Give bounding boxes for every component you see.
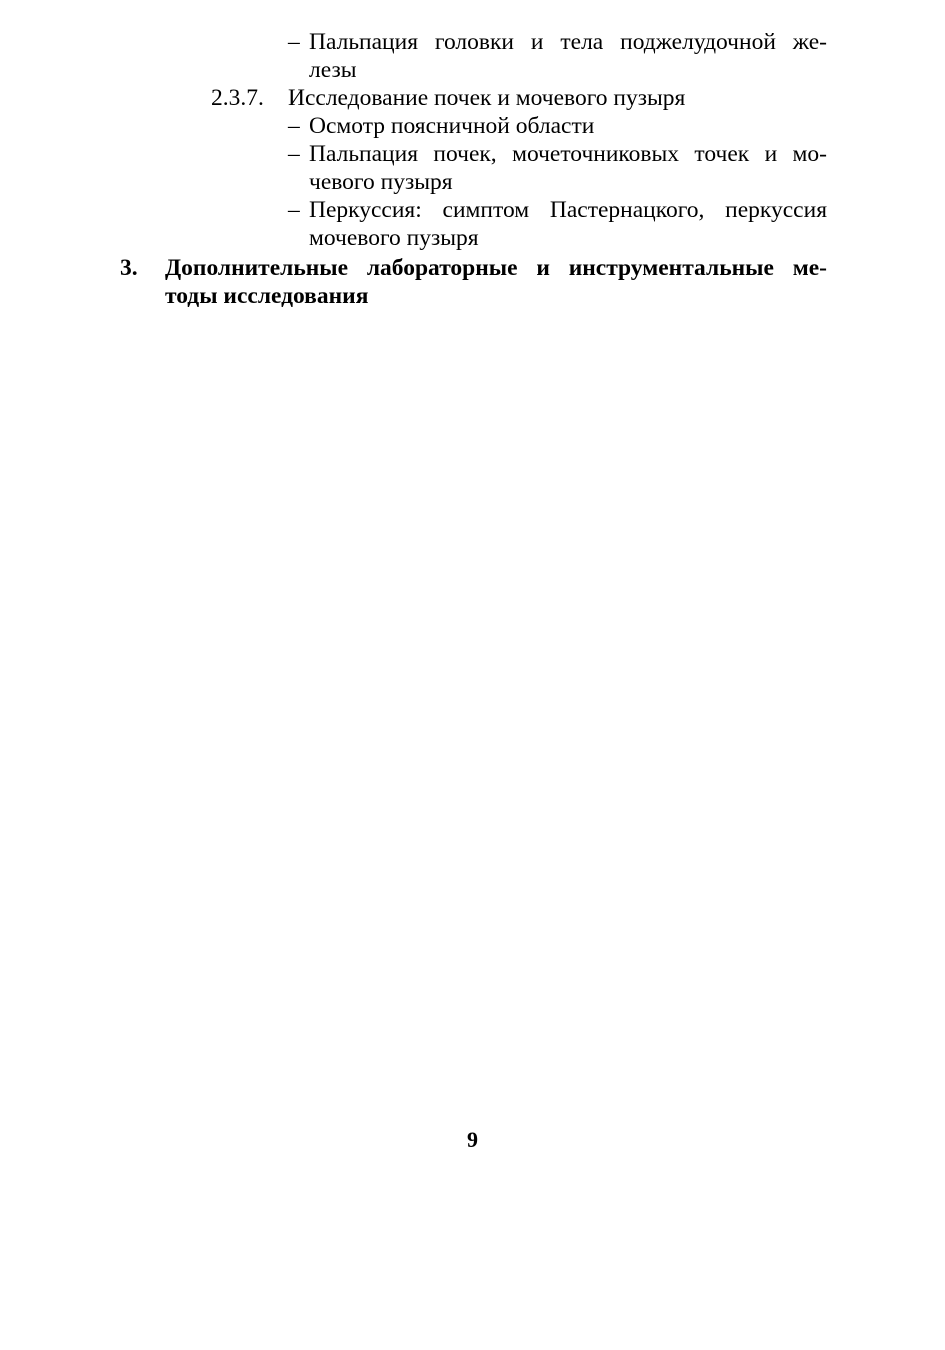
bullet-text-line: Пальпация головки и тела поджелудочной же- [309,29,827,55]
subsection-number: 2.3.7. [211,85,264,111]
bullet-dash: – [288,141,300,167]
bullet-text-continuation: чевого пузыря [309,169,453,195]
bullet-text-continuation: мочевого пузыря [309,225,479,251]
bullet-text-line: Осмотр поясничной области [309,113,595,139]
section-heading-continuation: тоды исследования [165,283,369,309]
section-heading-line: Дополнительные лабораторные и инструментальные ме- [165,255,827,281]
bullet-text-line: Пальпация почек, мочеточниковых точек и мо- [309,141,827,167]
bullet-text-line: Перкуссия: симптом Пастернацкого, перкуссия [309,197,827,223]
subsection-title: Исследование почек и мочевого пузыря [288,85,686,111]
bullet-dash: – [288,29,300,55]
bullet-text-continuation: лезы [309,57,357,83]
bullet-dash: – [288,113,300,139]
bullet-dash: – [288,197,300,223]
section-number: 3. [120,255,138,281]
page-number: 9 [467,1127,478,1152]
